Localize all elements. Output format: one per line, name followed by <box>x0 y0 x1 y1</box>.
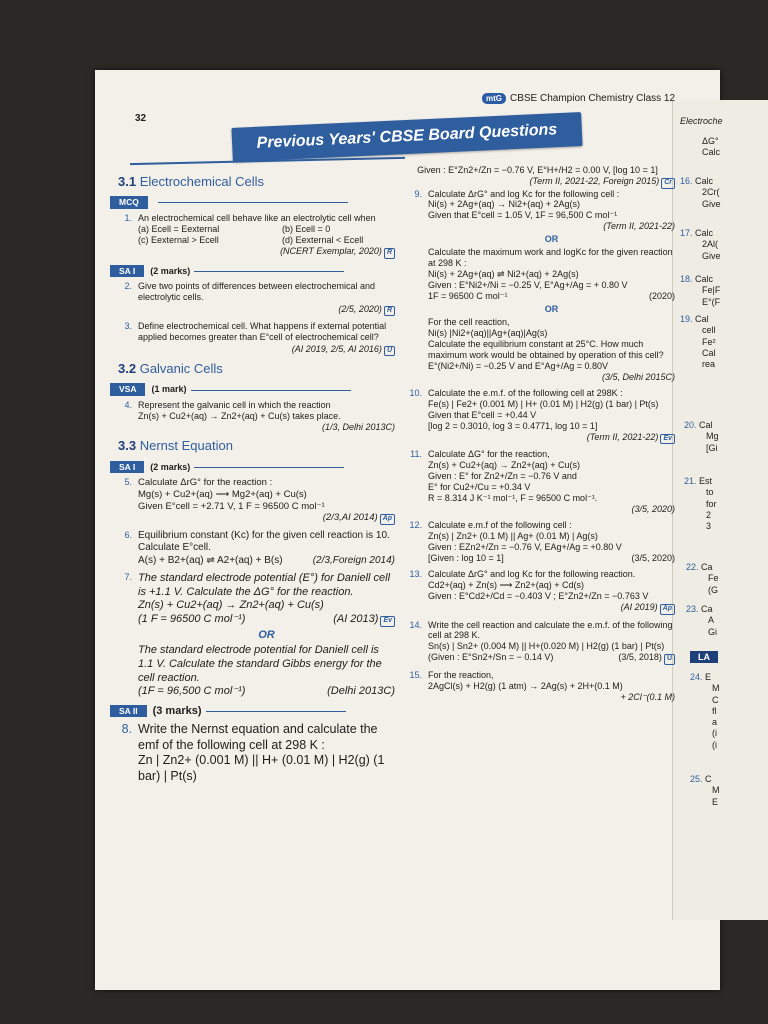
question: 13. Calculate ΔrG° and log Kc for the following reaction. Cd2+(aq) + Zn(s) ⟶ Zn2+(aq) + Cd(s) Given : E°Cd2+/Cd = −0.403 V ; E°Zn2+/Zn = −0.763 V (AI 2019) Ap <box>400 569 675 614</box>
question: 12. Calculate e.m.f of the following cell : Zn(s) | Zn2+ (0.1 M) || Ag+ (0.01 M) | Ag(s) Given : EZn2+/Zn = −0.76 V, EAg+/Ag = +0.80 V [Given : log 10 = 1] (3/5, 2020) <box>409 520 675 564</box>
question: 15. For the reaction, 2AgCl(s) + H2(g) (1 atm) → 2Ag(s) + 2H+(0.1 M) + 2Cl⁻(0.1 M) <box>409 669 675 702</box>
facing-question: 23. Ca A Gi <box>686 604 717 637</box>
facing-la-badge: LA <box>690 652 718 663</box>
question: 2. Give two points of differences between electrochemical and electrolytic cells. (2/5, 2020) R <box>110 281 395 316</box>
facing-question: 22. Ca Fe (G <box>686 562 719 595</box>
question: 3. Define electrochemical cell. What happens if external potential applied becomes greater than E°cell of electrochemical cell? (AI 2019, 2/5, AI 2016) U <box>110 321 395 356</box>
facing-text: ΔG° Calc <box>702 136 721 158</box>
section-heading: 3.1 Electrochemical Cells <box>118 174 264 189</box>
facing-question: 19. Cal cell Fe² Cal rea <box>680 314 716 369</box>
facing-question: 18. Calc Fe|F E°(F <box>680 274 721 307</box>
page-number: 32 <box>135 113 147 124</box>
brand-logo: mtG <box>482 93 506 104</box>
question: 11. Calculate ΔG° for the reaction, Zn(s) + Cu2+(aq) → Zn2+(aq) + Cu(s) Given : E° for Zn2+/Zn = −0.76 V and E° for Cu2+/Cu = +0.34 V R = 8.314 J K⁻¹ mol⁻¹, F = 96500 C mol⁻¹. (3/5, 2020) <box>410 449 675 515</box>
banner-title: Previous Years' CBSE Board Questions <box>231 112 582 162</box>
facing-question: 21. Est to for 2 3 <box>684 476 717 531</box>
right-running-head: Electroche <box>680 116 723 126</box>
question: 14. Write the cell reaction and calculate the e.m.f. of the following cell at 298 K. Sn(s) | Sn2+ (0.004 M) || H+(0.020 M) | H2(g) (1 bar) | Pt(s) (Given : E°Sn2+/Sn = − 0.14 V) (3/5, 2018) U <box>400 620 675 665</box>
middle-column: Given : E°Zn2+/Zn = −0.76 V, E°H+/H2 = 0.00 V, [log 10 = 1] (Term II, 2021-22, Foreign 2015) Cr 9. Calculate ΔrG° and log Kc for the following cell : Ni(s) + 2Ag+(aq) → Ni2+(aq) + 2Ag(s) Given that E°cell = 1.05 V, 1F = 96,500 C mol⁻¹ (Term II, 2021-22) OR Calculate the maximum work and logKc for the given reaction at 298 K : Ni(s) + 2Ag+(aq) ⇌ Ni2+(aq) + 2Ag(s) Given : E°Ni2+/Ni = −0.25 V, E°Ag+/Ag = + 0.80 V 1F = 96500 C mol⁻¹ (2020) OR For the cell reaction, Ni(s) |Ni2+(aq)||Ag+(aq)|Ag(s) Calculate the equilibrium constant at 25°C. How much maximum work would be obtained by operation of this cell? E°(Ni2+/Ni) = −0.25 V and E°Ag+/Ag = 0.80V (3/5, Delhi 2015C) 10. Calculate the e.m.f. of the following cell at 298K : Fe(s) | Fe2+ (0.001 M) | H+ (0.01 M) | H2(g) (1 bar) | Pt(s) Given that E°cell = +0.44 V [log 2 = 0.3010, log 3 = 0.4771, log 10 = 1] (Term II, 2021-22) Ev 11. Calculate ΔG° for the reaction, Zn(s) + Cu2+(aq) → Zn2+(aq) + Cu(s) Given : E° for Zn2+/Zn = −0.76 V and E° for Cu2+/Cu = +0.34 V R = 8.314 J K⁻¹ mol⁻¹, F = 96500 C mol⁻¹. (3/5, 2020) 12. Calculate e.m.f of the following cell : Zn(s) | Zn2+ (0.1 M) || Ag+ (0.01 M) | Ag(s) Given : EZn2+/Zn = −0.76 V, EAg+/Ag = +0.80 V [Given : log 10 = 1] (3/5, 2020) 13. Calculate ΔrG° and log Kc for the following reaction. Cd2+(aq) + Zn(s) ⟶ Zn2+(aq) + Cd(s) Given : E°Cd2+/Cd = −0.403 V ; E°Zn2+/Zn = −0.763 V (AI 2019) Ap 14. Write the cell reaction and calculate the e.m.f. of the following cell at 298 K. Sn(s) | Sn2+ (0.004 M) || H+(0.020 M) | H2(g) (1 bar) | Pt(s) (Given : E°Sn2+/Sn = − 0.14 V) (3/5, 2018) U 15. For the reaction, 2AgCl(s) + H2(g) (1 atm) → 2Ag(s) + 2H+(0.1 M) + 2Cl⁻(0.1 M) <box>400 165 675 708</box>
mark-category: VSA (1 mark) <box>110 383 395 396</box>
question: 5. Calculate ΔrG° for the reaction : Mg(s) + Cu2+(aq) ⟶ Mg2+(aq) + Cu(s) Given E°cell = +2.71 V, 1 F = 96500 C mol⁻¹ (2/3,AI 2014) Ap <box>110 477 395 525</box>
facing-question: 16. Calc 2Cr( Give <box>680 176 721 209</box>
level-tag: R <box>384 248 395 259</box>
question: 4. Represent the galvanic cell in which the reaction Zn(s) + Cu2+(aq) → Zn2+(aq) + Cu(s) takes place. (1/3, Delhi 2013C) <box>124 399 395 433</box>
left-column <box>110 170 395 789</box>
facing-question: 25. C M E <box>690 774 720 807</box>
brand-text: CBSE Champion Chemistry Class 12 <box>510 93 676 104</box>
mark-category: SA II (3 marks) <box>110 705 395 719</box>
mark-category: SA I (2 marks) <box>110 461 395 474</box>
section-heading: 3.2 Galvanic Cells <box>118 361 223 377</box>
facing-question: 17. Calc 2Al( Give <box>680 228 721 261</box>
question: 1. An electrochemical cell behave like an electrolytic cell when (a) Ecell = Eexternal (b) Ecell = 0 (c) Eexternal > Ecell (d) Eexternal < Ecell (NCERT Exemplar, 2020) R <box>110 213 395 259</box>
question: 7. The standard electrode potential (E°) for Daniell cell is +1.1 V. Calculate the ΔG° for the reaction. Zn(s) + Cu2+(aq) → Zn2+(aq) + Cu(s) (1 F = 96500 C mol⁻¹) (AI 2013) Ev OR The standard electrode potential for Daniell cell is 1.1 V. Calculate the standard Gibbs energy for the cell reaction. (1F = 96,500 C mol⁻¹) (Delhi 2013C) <box>124 572 395 698</box>
mark-category: MCQ <box>110 196 395 209</box>
facing-question: 24. E M C fl a (i (i <box>690 672 720 750</box>
brand-header <box>482 93 675 104</box>
question: 9. Calculate ΔrG° and log Kc for the following cell : Ni(s) + 2Ag+(aq) → Ni2+(aq) + 2Ag(s) Given that E°cell = 1.05 V, 1F = 96,500 C mol⁻¹ (Term II, 2021-22) OR Calculate the maximum work and logKc for the given reaction at 298 K : Ni(s) + 2Ag+(aq) ⇌ Ni2+(aq) + 2Ag(s) Given : E°Ni2+/Ni = −0.25 V, E°Ag+/Ag = + 0.80 V 1F = 96500 C mol⁻¹ (2020) OR For the cell reaction, Ni(s) |Ni2+(aq)||Ag+(aq)|Ag(s) Calculate the equilibrium constant at 25°C. How much maximum work would be obtained by operation of this cell? E°(Ni2+/Ni) = −0.25 V and E°Ag+/Ag = 0.80V (3/5, Delhi 2015C) <box>414 188 675 382</box>
mark-category: SA I (2 marks) <box>110 265 395 278</box>
facing-question: 20. Cal Mg [Gi <box>684 420 719 453</box>
section-heading: 3.3 Nernst Equation <box>118 438 233 454</box>
question: 10. Calculate the e.m.f. of the following cell at 298K : Fe(s) | Fe2+ (0.001 M) | H+ (0.01 M) | H2(g) (1 bar) | Pt(s) Given that E°cell = +0.44 V [log 2 = 0.3010, log 3 = 0.4771, log 10 = 1] (Term II, 2021-22) Ev <box>400 388 675 444</box>
question: 8. Write the Nernst equation and calculate the emf of the following cell at 298 K : Zn | Zn2+ (0.001 M) || H+ (0.01 M) | H2(g) (1 bar) | Pt(s) <box>121 722 385 783</box>
question: 6. Equilibrium constant (Kc) for the given cell reaction is 10. Calculate E°cell. A(s) + B2+(aq) ⇌ A2+(aq) + B(s) (2/3,Foreign 2014) <box>124 530 395 566</box>
